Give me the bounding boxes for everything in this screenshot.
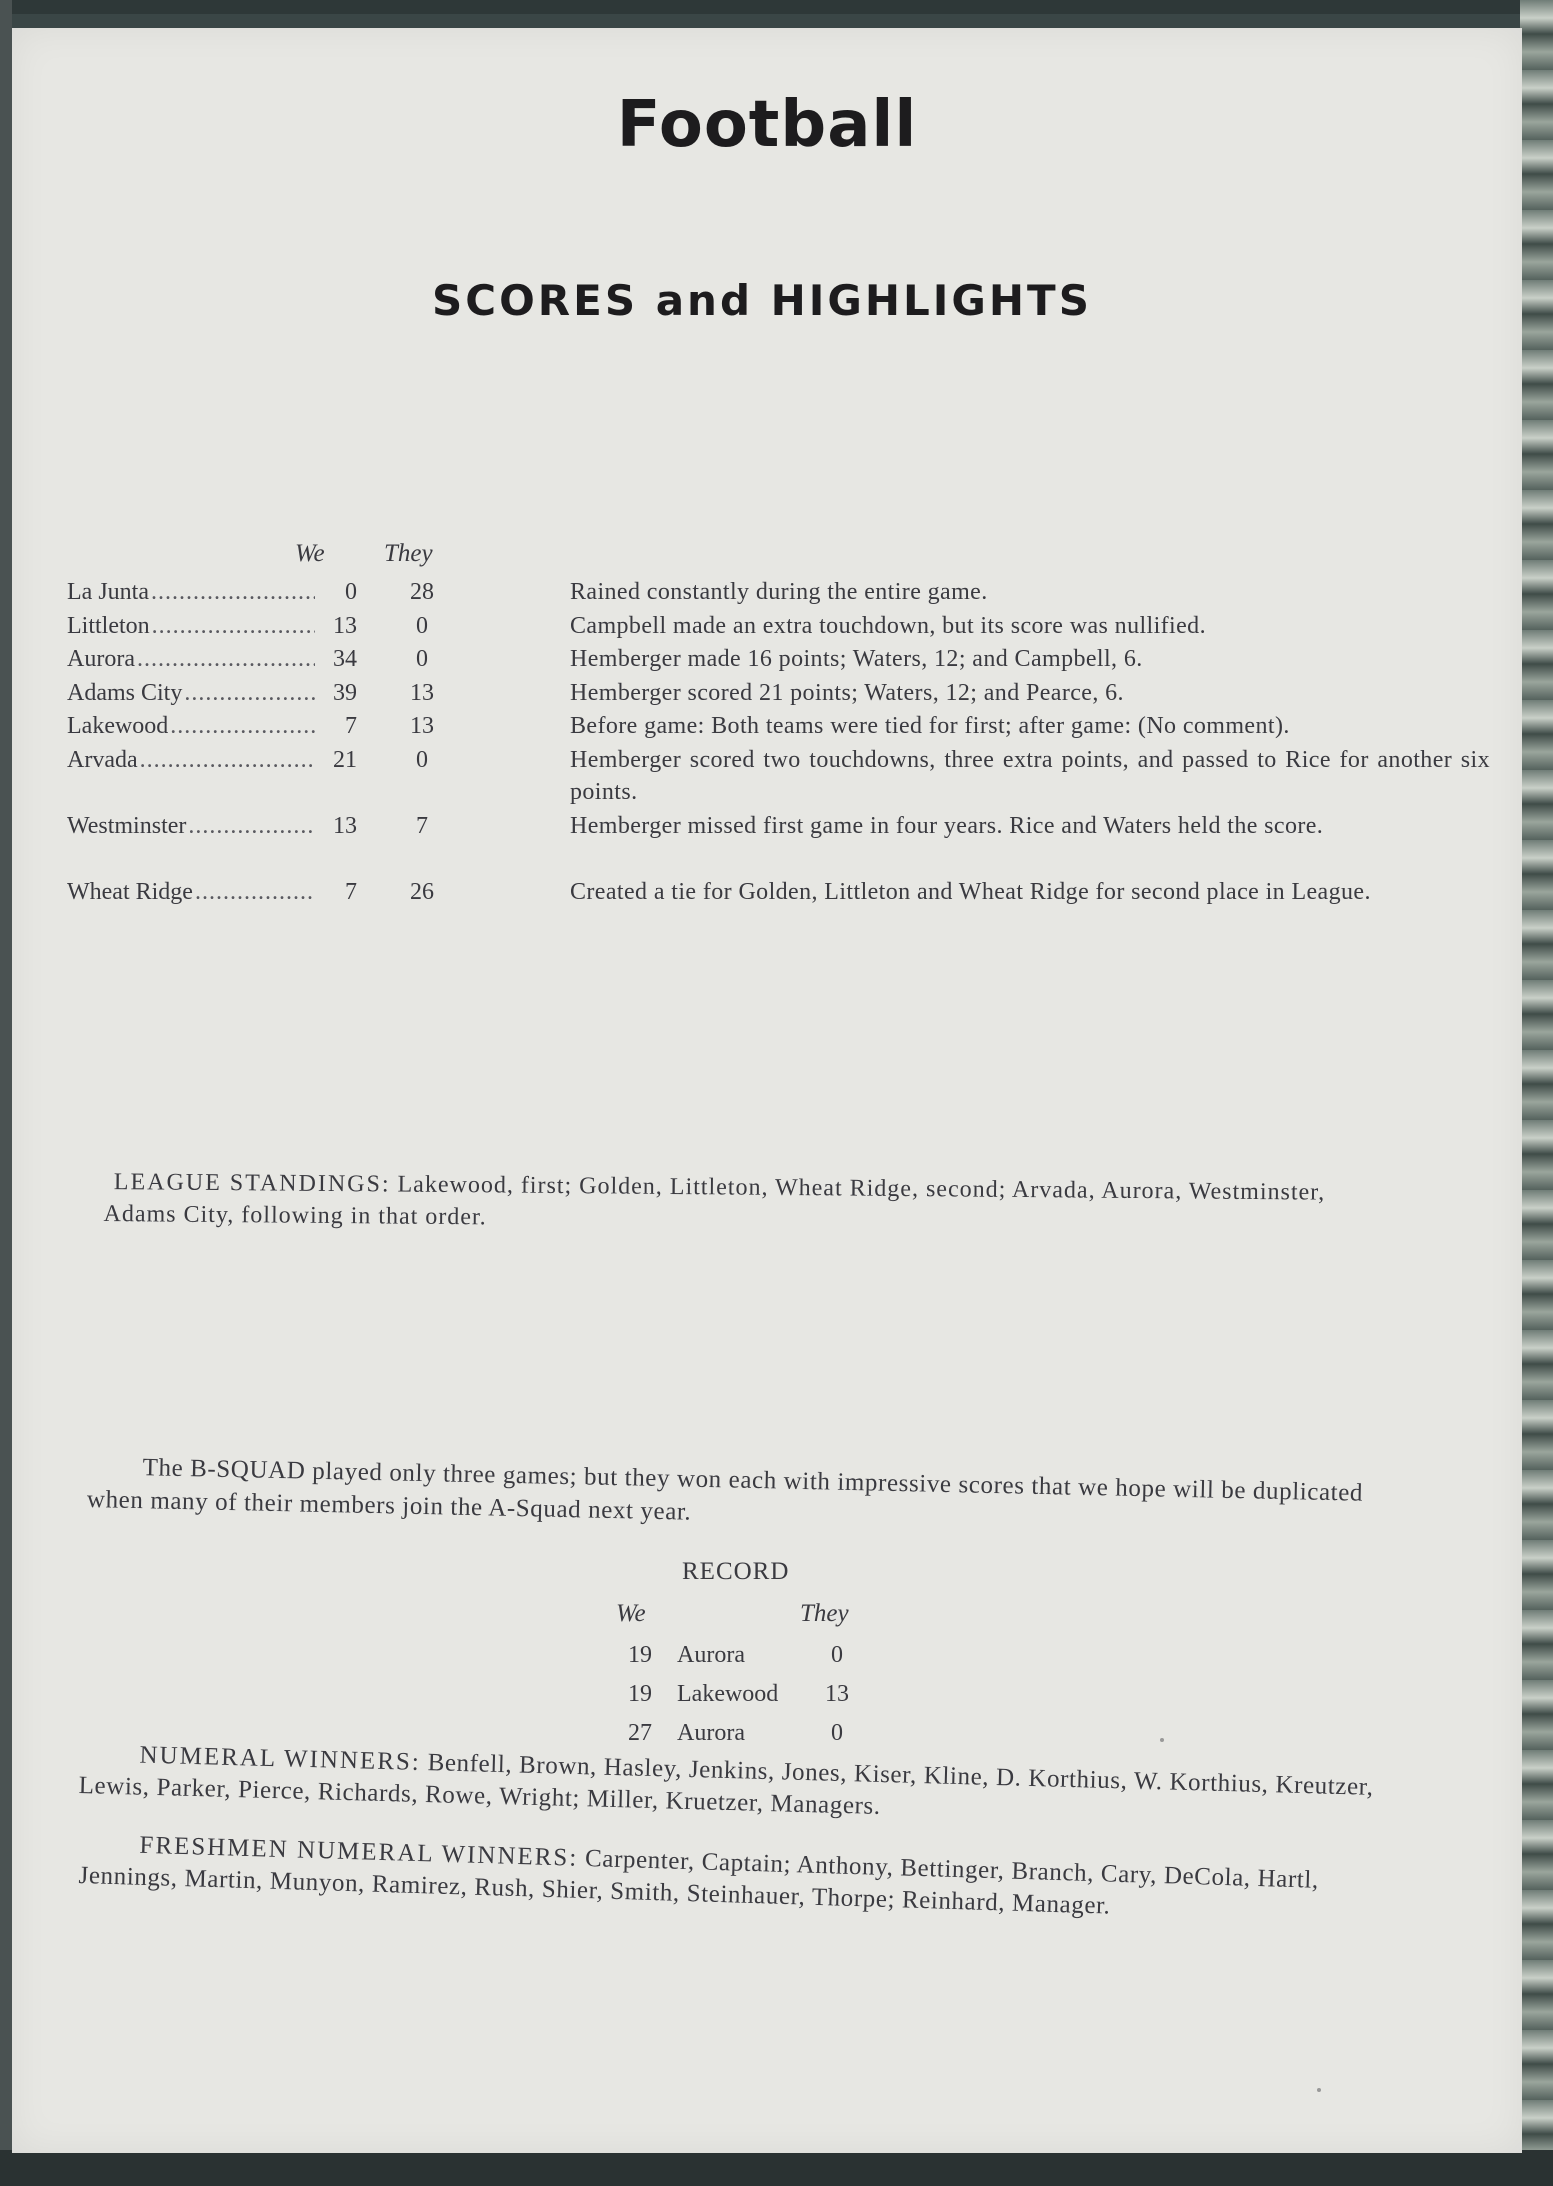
record-they-header: They bbox=[800, 1600, 849, 1627]
game-highlight: Hemberger scored two touchdowns, three extra points, and passed to Rice for another six points. bbox=[570, 747, 1490, 805]
record-we-score: 19 bbox=[628, 1681, 652, 1707]
record-title: RECORD bbox=[682, 1558, 790, 1585]
record-opponent: Aurora bbox=[677, 1642, 745, 1668]
game-highlight: Hemberger made 16 points; Waters, 12; and Campbell, 6. bbox=[570, 646, 1143, 672]
we-score: 7 bbox=[345, 879, 357, 905]
they-score: 0 bbox=[416, 747, 428, 773]
page bbox=[12, 28, 1522, 2153]
team-name: Adams City bbox=[67, 680, 183, 706]
game-highlight: Hemberger scored 21 points; Waters, 12; and Pearce, 6. bbox=[570, 680, 1124, 706]
record-they-score: 0 bbox=[831, 1720, 843, 1746]
we-score: 21 bbox=[333, 747, 357, 773]
we-column-header: We bbox=[295, 540, 325, 567]
they-score: 13 bbox=[410, 680, 434, 706]
we-score: 13 bbox=[333, 613, 357, 639]
freshmen-numeral-winners-text: Carpenter, Captain; Anthony, Bettinger, Branch, Cary, DeCola, Hartl, Jennings, Martin, Munyon, Ramirez, Rush, Shier, Smith, Steinhauer, Thorpe; Reinhard, Manager. bbox=[78, 1845, 1320, 1920]
team-name: Arvada bbox=[67, 747, 138, 773]
game-highlight: Created a tie for Golden, Littleton and Wheat Ridge for second place in League. bbox=[570, 879, 1371, 905]
record-opponent: Aurora bbox=[677, 1720, 745, 1746]
record-they-score: 13 bbox=[825, 1681, 849, 1707]
they-score: 0 bbox=[416, 613, 428, 639]
they-score: 13 bbox=[410, 713, 434, 739]
scan-bottom-edge bbox=[0, 2150, 1553, 2186]
scan-top-edge bbox=[0, 0, 1553, 14]
record-we-score: 19 bbox=[628, 1642, 652, 1668]
game-highlight: Before game: Both teams were tied for first; after game: (No comment). bbox=[570, 713, 1290, 739]
league-standings bbox=[103, 1166, 1404, 1241]
numeral-winners-label: NUMERAL WINNERS: bbox=[139, 1741, 422, 1776]
scan-left-edge bbox=[0, 0, 12, 2186]
record-we-score: 27 bbox=[628, 1720, 652, 1746]
b-squad-paragraph: The B-SQUAD played only three games; but they won each with impressive scores that we hope will be duplicated when many of their members join the A-Squad next year. bbox=[86, 1454, 1364, 1526]
league-standings-text: Lakewood, first; Golden, Littleton, Wheat Ridge, second; Arvada, Aurora, Westminster, Adams City, following in that order. bbox=[103, 1171, 1326, 1231]
page-subtitle: SCORES and HIGHLIGHTS bbox=[432, 276, 1092, 325]
numeral-winners bbox=[78, 1738, 1409, 1837]
they-score: 28 bbox=[410, 579, 434, 605]
record-opponent: Lakewood bbox=[677, 1681, 779, 1707]
they-score: 26 bbox=[410, 879, 434, 905]
we-score: 0 bbox=[345, 579, 357, 605]
record-they-score: 0 bbox=[831, 1642, 843, 1668]
we-score: 39 bbox=[333, 680, 357, 706]
numeral-winners-text: Benfell, Brown, Hasley, Jenkins, Jones, Kiser, Kline, D. Korthius, W. Korthius, Kreutzer, Lewis, Parker, Pierce, Richards, Rowe, Wright; Miller, Kruetzer, Managers. bbox=[78, 1749, 1374, 1820]
we-score: 7 bbox=[345, 713, 357, 739]
game-highlight: Rained constantly during the entire game. bbox=[570, 579, 988, 605]
team-name: La Junta bbox=[67, 579, 149, 605]
they-column-header: They bbox=[384, 540, 433, 567]
team-name: Westminster bbox=[67, 813, 187, 839]
scan-right-edge bbox=[1520, 0, 1553, 2186]
paper-speck bbox=[1317, 2088, 1321, 2092]
team-name: Lakewood bbox=[67, 713, 169, 739]
team-name: Wheat Ridge bbox=[67, 879, 193, 905]
freshmen-numeral-winners-label: FRESHMEN NUMERAL WINNERS: bbox=[139, 1831, 579, 1872]
page-title: Football bbox=[616, 88, 918, 162]
paper-speck bbox=[1160, 1738, 1164, 1742]
team-name: Aurora bbox=[67, 646, 135, 672]
they-score: 0 bbox=[416, 646, 428, 672]
game-highlight: Campbell made an extra touchdown, but its score was nullified. bbox=[570, 613, 1206, 639]
they-score: 7 bbox=[416, 813, 428, 839]
record-we-header: We bbox=[616, 1600, 646, 1627]
game-highlight: Hemberger missed first game in four years. Rice and Waters held the score. bbox=[570, 813, 1324, 839]
league-standings-label: LEAGUE STANDINGS: bbox=[113, 1169, 391, 1198]
we-score: 13 bbox=[333, 813, 357, 839]
team-name: Littleton bbox=[67, 613, 150, 639]
freshmen-numeral-winners bbox=[78, 1828, 1409, 1931]
we-score: 34 bbox=[333, 646, 357, 672]
